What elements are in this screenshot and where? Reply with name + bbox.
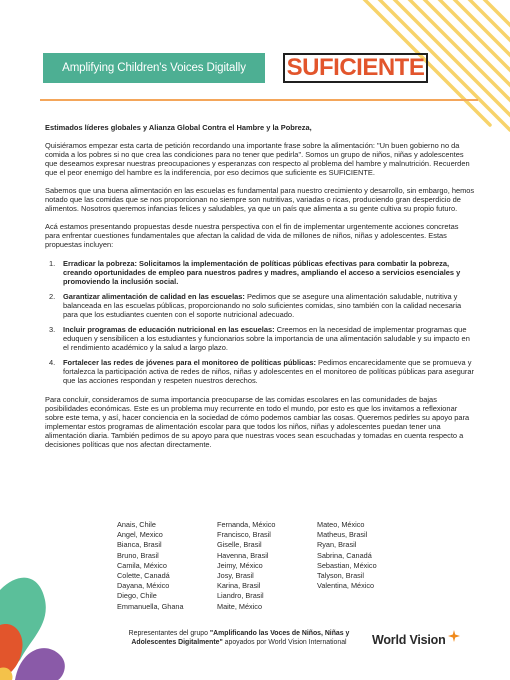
closing-paragraph: Para concluir, consideramos de suma importancia preocuparse de las comidas escolares en las comunidades de bajas posibilidades económicas. Este es un problema muy recurrente en todo el mundo, por esto es que los invitamos a reflexionar sobre este tema, y así, hacer conciencia en la sociedad de cómo podemos cambiar las cosas. Queremos pedirles su apoyo para implementar estos programas de alimentación escolar para que todos los niños, niñas y adolescentes puedan tener una alimentación diaria. También pedimos de su apoyo para que nuestras voces sean escuchadas y tomadas en cuenta respecto a decisiones políticas que nos afectan directamente. bbox=[45, 395, 470, 450]
proposal-item bbox=[45, 325, 475, 352]
signatory: Bianca, Brasil bbox=[117, 540, 162, 550]
proposal-body: Pedimos encarecidamente que se promueva y fortalezca la participación activa de redes de niños, niñas y adolescentes en el monitoreo de políticas públicas para asegurar que las acciones respondan y respeten nuestros derechos. bbox=[63, 357, 474, 386]
world-vision-logo-text: World Vision bbox=[372, 633, 446, 647]
intro-paragraph: Quisiéramos empezar esta carta de petición recordando una importante frase sobre la alimentación: "Un buen gobierno no da comida a los pobres si no que crea las condiciones para no tener que pedirla". Somos un grupo de niños, niñas y adolescentes que deseamos expresar nuestras preocupaciones y esperanzas con respecto al problema del hambre y malnutrición. Recuerden que el peor enemigo del hambre es la indiferencia, por eso decimos que suficiente es SUFICIENTE. bbox=[45, 141, 470, 178]
signatories-column bbox=[117, 520, 217, 612]
signatory: Karina, Brasil bbox=[217, 581, 261, 591]
signatory: Talyson, Brasil bbox=[317, 571, 365, 581]
header-divider bbox=[40, 99, 478, 101]
signatory: Francisco, Brasil bbox=[217, 530, 271, 540]
signatory: Sabrina, Canadá bbox=[317, 550, 372, 560]
signatory: Diego, Chile bbox=[117, 591, 157, 601]
proposal-title: Incluir programas de educación nutricional en las escuelas: bbox=[63, 324, 275, 334]
signatory: Camila, México bbox=[117, 560, 167, 570]
proposals-intro-paragraph: Acá estamos presentando propuestas desde nuestra perspectiva con el fin de implementar urgentemente acciones concretas para enfrentar cuestiones fundamentales que afectan la calidad de vida de millones de niños, niñas y adolescentes. Estas propuestas incluyen: bbox=[45, 222, 459, 250]
signatory: Colette, Canadá bbox=[117, 571, 170, 581]
signatory: Emmanuella, Ghana bbox=[117, 601, 184, 611]
proposal-number: 3. bbox=[49, 324, 56, 334]
signatory: Anais, Chile bbox=[117, 520, 156, 529]
proposal-item bbox=[45, 292, 475, 319]
group-name: "Amplificando las Voces de Niños, Niñas y Adolescentes Digitalmente" bbox=[131, 630, 350, 646]
signatories-list bbox=[117, 520, 417, 612]
footer-note bbox=[114, 630, 364, 647]
proposal-number: 2. bbox=[49, 291, 56, 301]
decorative-shapes bbox=[0, 530, 120, 680]
signatory: Bruno, Brasil bbox=[117, 550, 159, 560]
signatory: Dayana, México bbox=[117, 581, 170, 591]
proposal-title: Erradicar la pobreza: Solicitamos la implementación de políticas públicas efectivas para combatir la pobreza, creando oportunidades de empleo para nuestros padres y madres, ampliando el acceso a servicios esenciales y promoviendo la inclusión social. bbox=[63, 258, 461, 286]
signatory: Giselle, Brasil bbox=[217, 540, 262, 550]
world-vision-logo bbox=[372, 633, 460, 647]
signatory: Fernanda, México bbox=[217, 520, 276, 529]
letter-body bbox=[45, 123, 475, 458]
proposal-title: Fortalecer las redes de jóvenes para el monitoreo de políticas públicas: bbox=[63, 357, 316, 367]
signatory: Liandro, Brasil bbox=[217, 591, 264, 601]
signatory: Havenna, Brasil bbox=[217, 550, 269, 560]
signatory: Matheus, Brasil bbox=[317, 530, 368, 540]
signatory: Jeimy, México bbox=[217, 560, 263, 570]
salutation: Estimados líderes globales y Alianza Global Contra el Hambre y la Pobreza, bbox=[45, 123, 312, 132]
signatories-column bbox=[317, 520, 417, 612]
proposal-body: Creemos en la necesidad de implementar programas que eduquen y sensibilicen a los estudiantes y funcionarios sobre la importancia de una alimentación saludable y su impacto en el rendimiento académico y la salud a largo plazo. bbox=[63, 324, 470, 352]
program-banner: Amplifying Children's Voices Digitally bbox=[43, 53, 265, 83]
signatory: Ryan, Brasil bbox=[317, 540, 357, 550]
proposal-item bbox=[45, 358, 475, 385]
footer-prefix: Representantes del grupo bbox=[128, 630, 210, 637]
proposal-number: 1. bbox=[49, 258, 56, 268]
proposal-title: Garantizar alimentación de calidad en las escuelas: bbox=[63, 291, 245, 301]
suficiente-logo: SUFICIENTE bbox=[283, 53, 428, 83]
footer-suffix: apoyados por World Vision International bbox=[222, 638, 347, 646]
signatory: Angel, Mexico bbox=[117, 530, 163, 540]
signatory: Mateo, México bbox=[317, 520, 365, 529]
proposals-list bbox=[45, 259, 475, 386]
proposal-item bbox=[45, 259, 475, 286]
signatory: Sebastian, México bbox=[317, 560, 377, 570]
signatory: Josy, Brasil bbox=[217, 571, 254, 581]
signatories-column bbox=[217, 520, 317, 612]
signatory: Maite, México bbox=[217, 601, 263, 611]
school-food-paragraph: Sabemos que una buena alimentación en las escuelas es fundamental para nuestro crecimiento y desarrollo, sin embargo, hemos notado que las comidas que se nos proporcionan no siempre son nutritivas, variadas o ricas, produciendo gran desperdicio de alimentos. Nosotros queremos infancias felices y saludables, ya que un país que alimenta a su gente cultiva su propio futuro. bbox=[45, 186, 475, 214]
proposal-body: Pedimos que se asegure una alimentación saludable, nutritiva y balanceada en las escuelas públicas, proporcionando no solo suficientes comidas, sino también con la calidad necesaria para que los estudiantes cuenten con el soporte nutricional adecuado. bbox=[63, 291, 462, 319]
star-icon bbox=[448, 630, 460, 642]
signatory: Valentina, México bbox=[317, 581, 375, 591]
proposal-number: 4. bbox=[49, 357, 56, 367]
